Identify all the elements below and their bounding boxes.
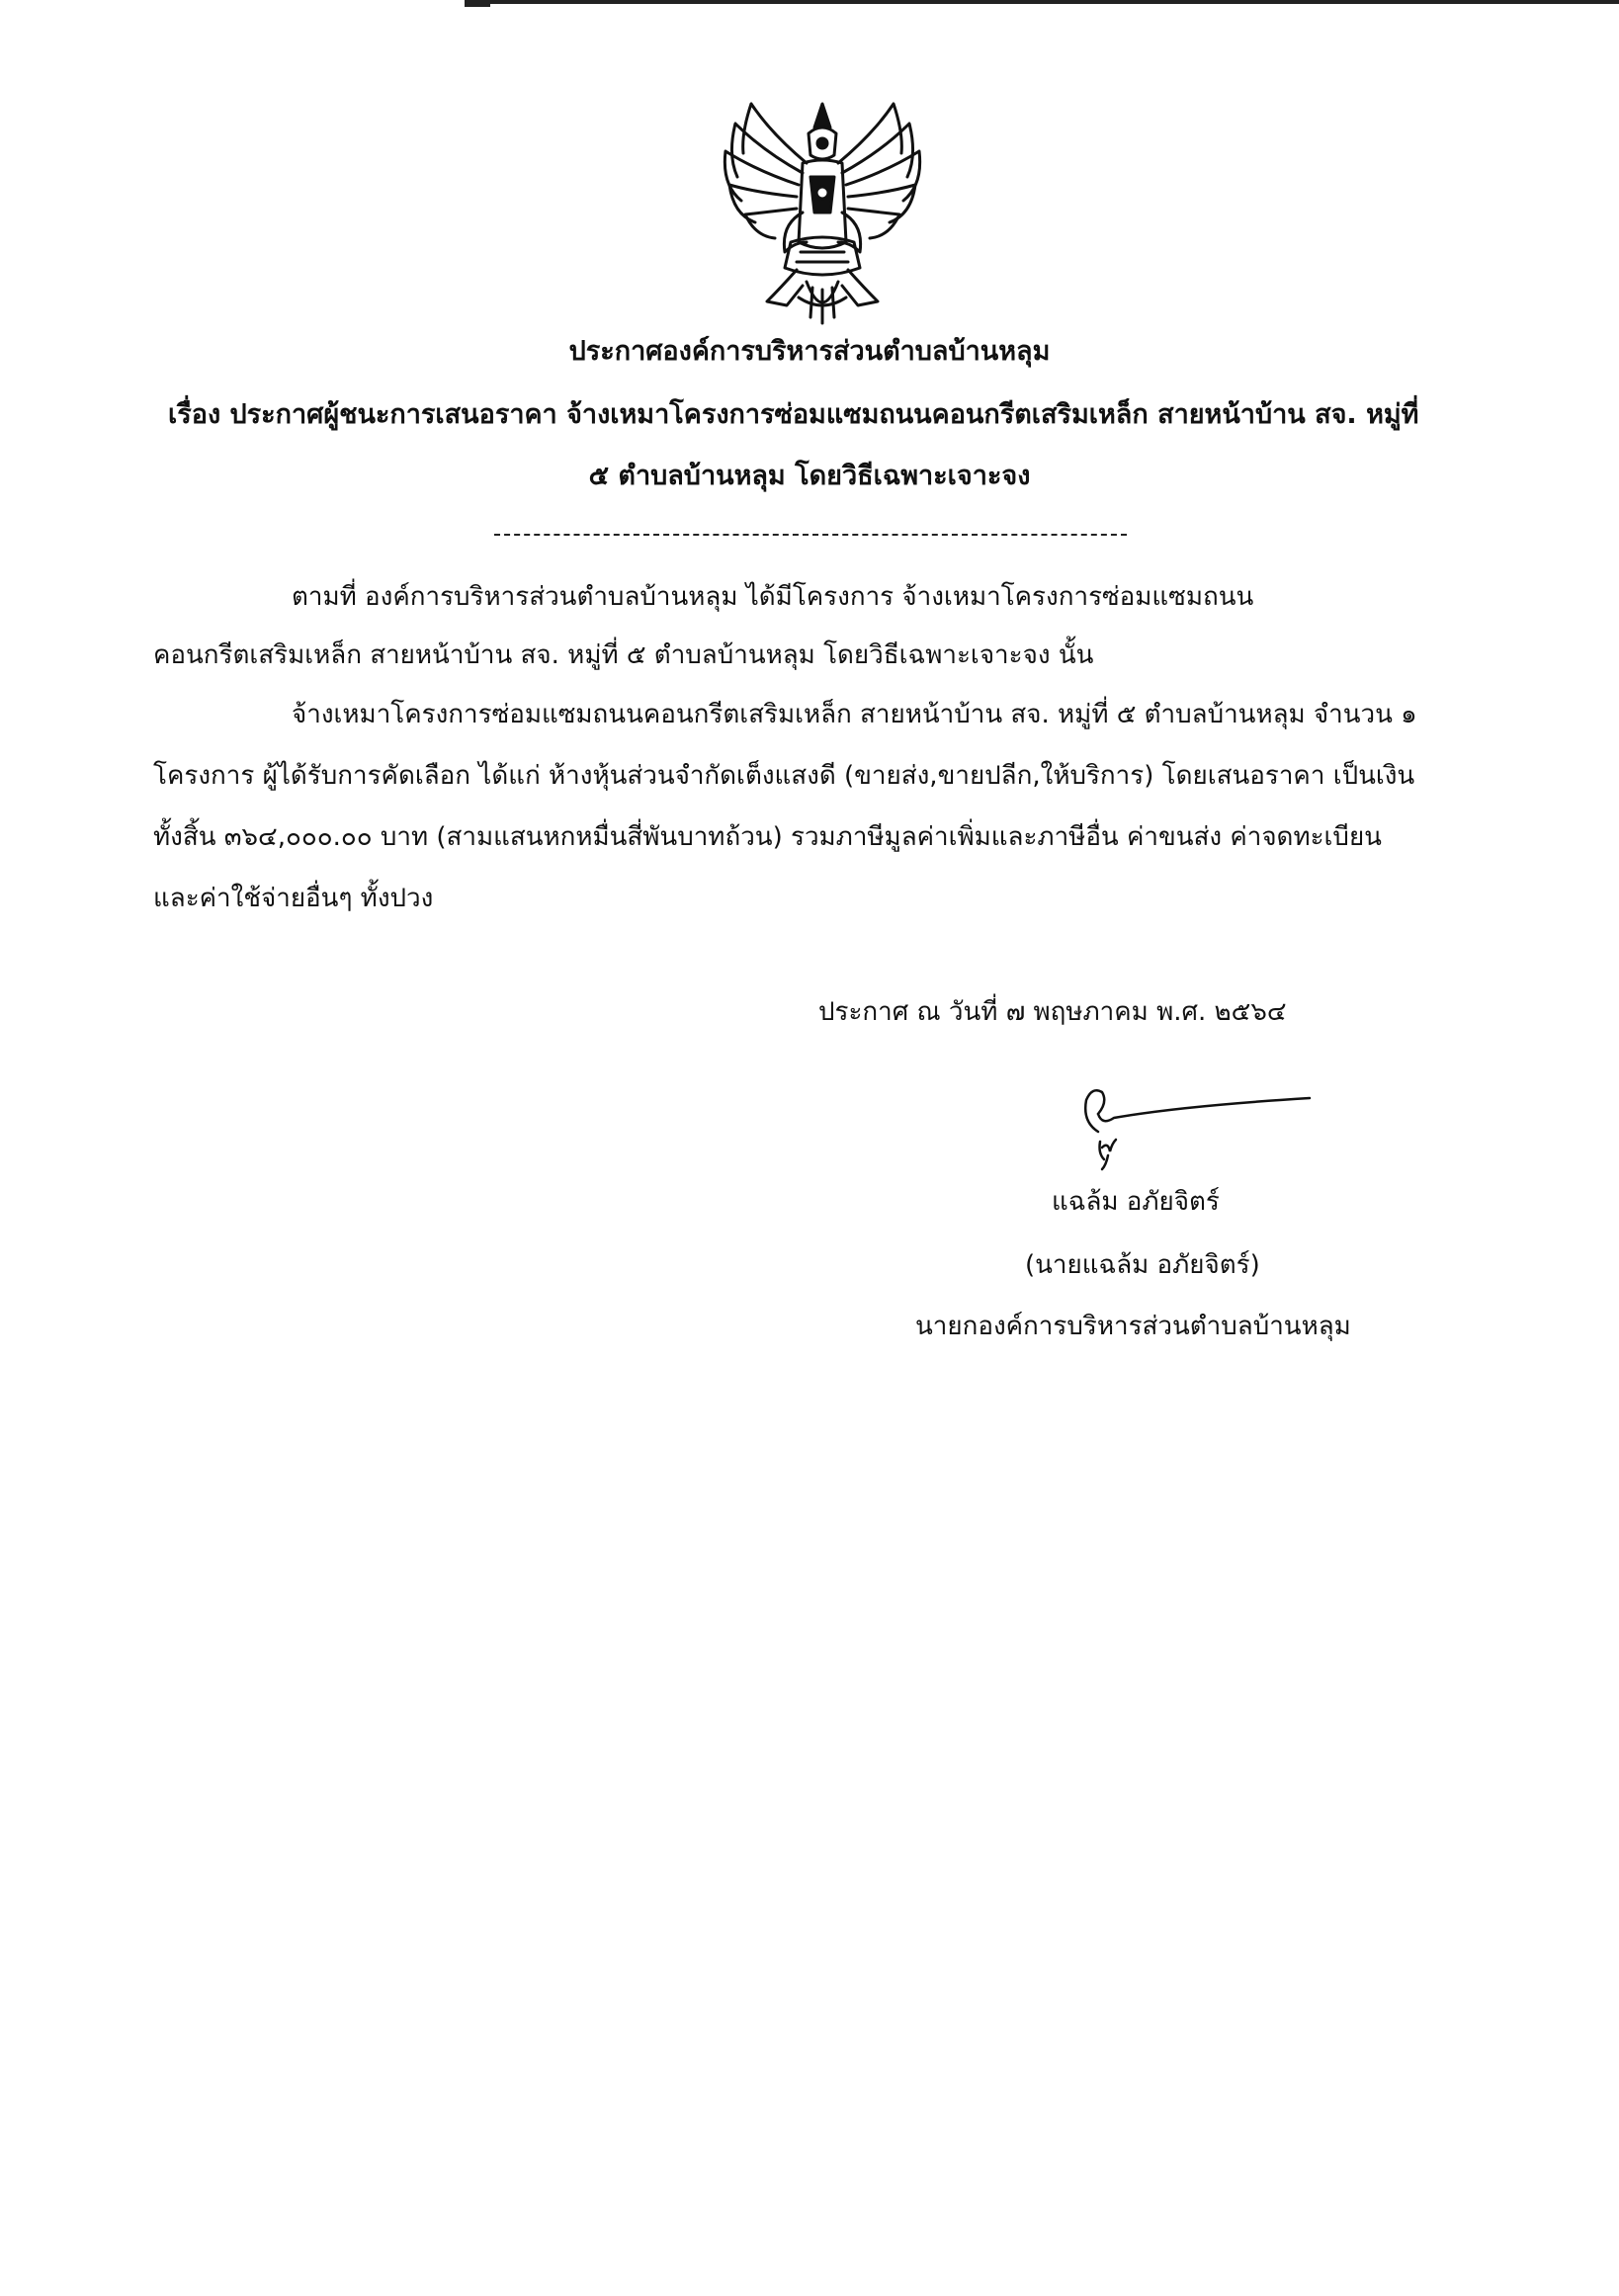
organization-title: ประกาศองค์การบริหารส่วนตำบลบ้านหลุม (568, 336, 1051, 367)
announce-date: ประกาศ ณ วันที่ ๗ พฤษภาคม พ.ศ. ๒๕๖๔ (818, 997, 1287, 1027)
paragraph-2-line-1: จ้างเหมาโครงการซ่อมแซมถนนคอนกรีตเสริมเหล็ก สายหน้าบ้าน สจ. หมู่ที่ ๕ ตำบลบ้านหลุม จำนวน ๑ (292, 700, 1417, 729)
top-scan-mark (465, 0, 490, 7)
paragraph-1-line-1: ตามที่ องค์การบริหารส่วนตำบลบ้านหลุม ได้มีโครงการ จ้างเหมาโครงการซ่อมแซมถนน (292, 582, 1254, 612)
garuda-emblem-icon (712, 94, 933, 331)
signer-full-name: (นายแฉล้ม อภัยจิตร์) (1025, 1250, 1260, 1280)
dashed-separator (494, 534, 1127, 536)
signer-name: แฉล้ม อภัยจิตร์ (1052, 1187, 1220, 1217)
paragraph-1-line-2: คอนกรีตเสริมเหล็ก สายหน้าบ้าน สจ. หมู่ที่ ๕ ตำบลบ้านหลุม โดยวิธีเฉพาะเจาะจง นั้น (153, 640, 1094, 670)
paragraph-2-line-3: ทั้งสิ้น ๓๖๔,๐๐๐.๐๐ บาท (สามแสนหกหมื่นสี่พันบาทถ้วน) รวมภาษีมูลค่าเพิ่มและภาษีอื่น ค่าขนส่ง ค่าจดทะเบียน (153, 822, 1382, 852)
paragraph-2-line-4: และค่าใช้จ่ายอื่นๆ ทั้งปวง (153, 884, 434, 913)
signer-position: นายกองค์การบริหารส่วนตำบลบ้านหลุม (915, 1312, 1351, 1341)
handwritten-signature-icon (1063, 1082, 1315, 1171)
paragraph-2-line-2: โครงการ ผู้ได้รับการคัดเลือก ได้แก่ ห้างหุ้นส่วนจำกัดเต็งแสงดี (ขายส่ง,ขายปลีก,ให้บริการ) โดยเสนอราคา เป็นเงิน (153, 761, 1415, 791)
subject-line-1: เรื่อง ประกาศผู้ชนะการเสนอราคา จ้างเหมาโครงการซ่อมแซมถนนคอนกรีตเสริมเหล็ก สายหน้าบ้าน สจ. หมู่ที่ (168, 399, 1419, 430)
subject-line-2: ๕ ตำบลบ้านหลุม โดยวิธีเฉพาะเจาะจง (588, 461, 1031, 491)
top-scan-rule (465, 0, 1619, 4)
